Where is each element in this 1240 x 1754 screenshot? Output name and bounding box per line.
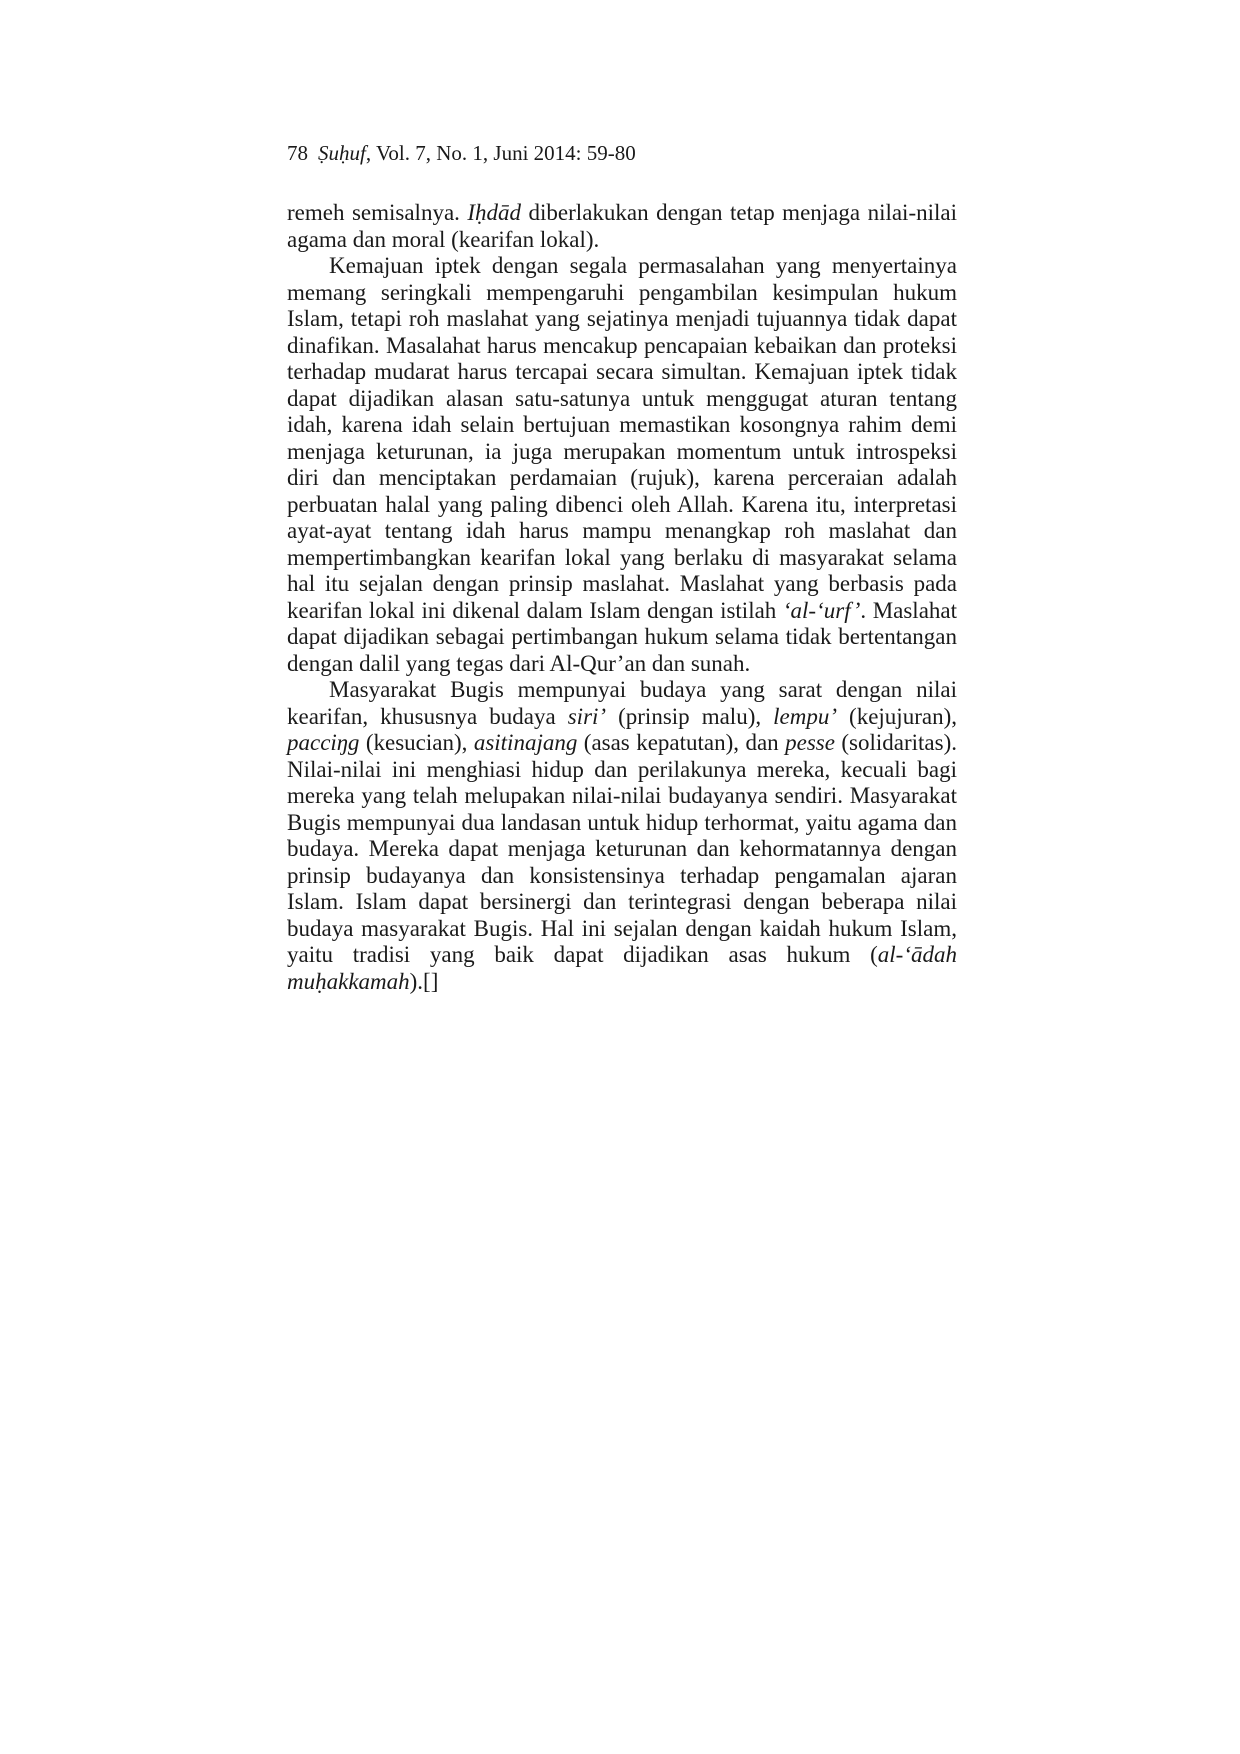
text-run: (kejujuran),	[837, 703, 957, 729]
text-run: (solidaritas). Nilai-nilai ini menghiasi hidup dan perilakunya mereka, kecuali bagi mereka yang telah melupakan nilai-nilai budayanya sendiri. Masyarakat Bugis mempunyai dua landasan untuk hidup terhormat, yaitu agama dan budaya. Mereka dapat menjaga keturunan dan kehormatannya dengan prinsip budayanya dan konsistensinya terhadap pengamalan ajaran Islam. Islam dapat bersinergi dan terintegrasi dengan beberapa nilai budaya masyarakat Bugis. Hal ini sejalan dengan kaidah hukum Islam, yaitu tradisi yang baik dapat dijadikan asas hukum (	[287, 730, 957, 967]
page-number: 78	[287, 141, 308, 165]
text-run: diberlakukan dengan tetap menjaga nilai-nilai agama dan moral (kearifan lokal).	[287, 200, 957, 252]
text-run: (asas kepatutan), dan	[577, 730, 786, 755]
paragraph-2	[287, 253, 957, 677]
text-run: (kesucian),	[359, 730, 474, 755]
italic-term: asitinajang	[473, 730, 578, 755]
text-run: ).[]	[409, 968, 439, 994]
italic-term: al-‘ādah muḥakkamah	[287, 942, 957, 994]
italic-term: siri’	[567, 703, 607, 729]
text-run: . Maslahat dapat dijadikan sebagai pertimbangan hukum selama tidak bertentangan dengan dalil yang tegas dari Al-Qur’an dan sunah.	[287, 597, 957, 676]
text-run: remeh semisalnya.	[287, 200, 468, 225]
text-run: Masyarakat Bugis mempunyai budaya yang sarat dengan nilai kearifan, khususnya budaya	[287, 677, 957, 729]
text-run: Kemajuan iptek dengan segala permasalahan yang menyertainya memang seringkali mempengaruhi pengambilan kesimpulan hukum Islam, tetapi roh maslahat yang sejatinya menjadi tujuannya tidak dapat dinafikan. Masalahat harus mencakup pencapaian kebaikan dan proteksi terhadap mudarat harus tercapai secara simultan. Kemajuan iptek tidak dapat dijadikan alasan satu-satunya untuk menggugat aturan tentang idah, karena idah selain bertujuan memastikan kosongnya rahim demi menjaga keturunan, ia juga merupakan momentum untuk introspeksi diri dan menciptakan perdamaian (rujuk), karena perceraian adalah perbuatan halal yang paling dibenci oleh Allah. Karena itu, interpretasi ayat-ayat tentang idah harus mampu menangkap roh maslahat dan mempertimbangkan kearifan lokal yang berlaku di masyarakat selama hal itu sejalan dengan prinsip maslahat. Maslahat yang berbasis pada kearifan lokal ini dikenal dalam Islam dengan istilah	[287, 253, 957, 623]
italic-term: pacciŋg	[287, 730, 360, 755]
text-run: (prinsip malu),	[606, 703, 774, 729]
italic-term: pesse	[785, 730, 835, 755]
running-header	[287, 140, 636, 166]
paragraph-3	[287, 677, 957, 995]
italic-term: lempu’	[773, 703, 838, 729]
journal-name: Ṣuḥuf	[318, 141, 366, 165]
paragraph-1	[287, 200, 957, 253]
italic-term: ‘al-‘urf’	[782, 597, 861, 623]
body-text	[287, 200, 957, 995]
italic-term: Iḥdād	[467, 200, 522, 225]
journal-citation: , Vol. 7, No. 1, Juni 2014: 59-80	[365, 141, 636, 165]
